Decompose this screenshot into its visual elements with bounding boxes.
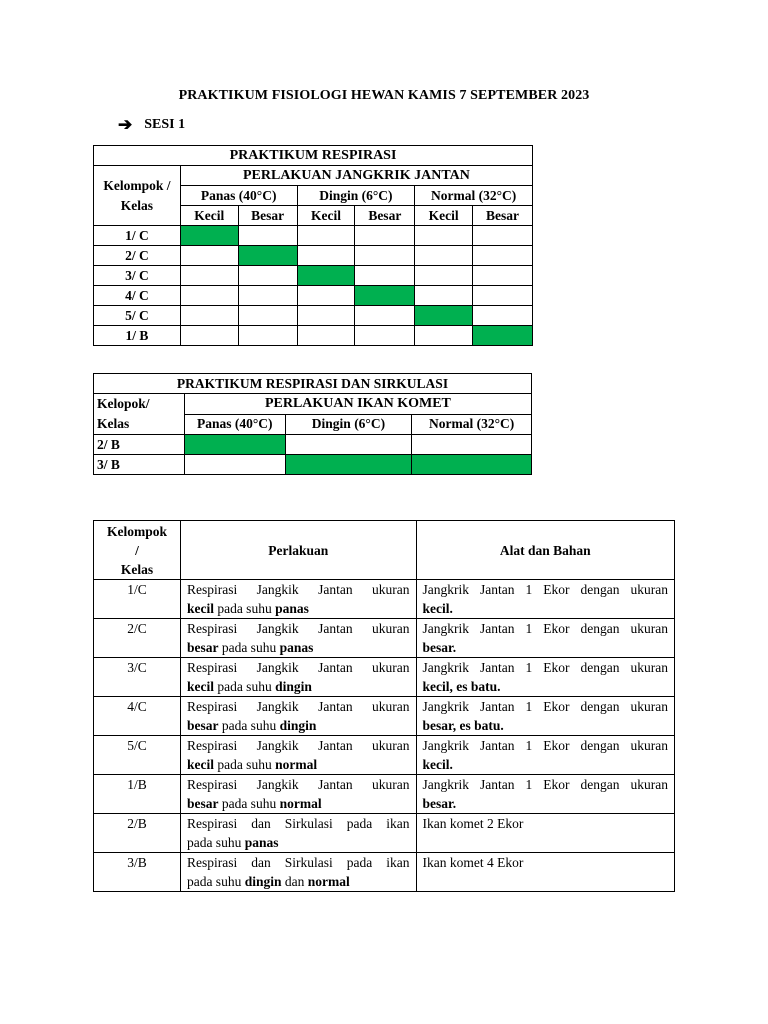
- table3-treatment-cell: [180, 775, 416, 814]
- materials-line: Jangkrik Jantan 1 Ekor dengan ukuran: [422, 621, 668, 636]
- table2-group-cell: 3/ B: [94, 455, 185, 475]
- table1-group-cell: 1/ C: [94, 226, 181, 246]
- schedule-cell: [473, 246, 533, 266]
- table3-group-cell: 2/C: [94, 619, 181, 658]
- table3-materials-cell: [416, 697, 674, 736]
- schedule-cell: [355, 306, 415, 326]
- treatment-line: Respirasi Jangkik Jantan ukuran: [186, 777, 410, 792]
- table3-group-header-line: Kelompok: [106, 523, 167, 539]
- treatment-size: kecil: [186, 601, 214, 616]
- treatment-text: pada suhu: [186, 874, 245, 889]
- treatment-line: Respirasi Jangkik Jantan ukuran: [186, 621, 410, 636]
- materials-line: Jangkrik Jantan 1 Ekor dengan ukuran: [422, 699, 668, 714]
- table3-row: [94, 697, 675, 736]
- table3-row: [94, 775, 675, 814]
- table1-condition: Dingin (6°C): [297, 186, 415, 206]
- treatment-text: pada suhu: [213, 679, 276, 694]
- schedule-cell: [355, 226, 415, 246]
- arrow-right-icon: ➔: [118, 115, 133, 134]
- schedule-cell: [473, 306, 533, 326]
- treatment-size: besar: [186, 640, 219, 655]
- schedule-cell: [473, 266, 533, 286]
- schedule-cell: [415, 326, 473, 346]
- treatment-text: pada suhu: [213, 757, 276, 772]
- table2-group-cell: 2/ B: [94, 435, 185, 455]
- table3-group-cell: 5/C: [94, 736, 181, 775]
- table2-group-header-line: Kelopok/: [97, 396, 150, 411]
- treatment-text: pada suhu: [218, 640, 280, 655]
- treatment-size: besar: [186, 718, 219, 733]
- treatment-text: dan: [281, 874, 308, 889]
- table1-group-cell: 3/ C: [94, 266, 181, 286]
- table3-materials-cell: Ikan komet 2 Ekor: [416, 814, 674, 853]
- materials-detail: besar.: [422, 796, 457, 811]
- table3-group-cell: 3/B: [94, 853, 181, 892]
- schedule-cell-filled: [297, 266, 355, 286]
- schedule-cell-filled: [412, 455, 532, 475]
- schedule-cell: [238, 266, 297, 286]
- schedule-cell: [238, 326, 297, 346]
- table1-row: [94, 306, 533, 326]
- materials-detail: besar, es batu.: [422, 718, 504, 733]
- table3-materials-cell: [416, 619, 674, 658]
- treatment-size: kecil: [186, 679, 214, 694]
- schedule-cell: [238, 306, 297, 326]
- schedule-cell-filled: [238, 246, 297, 266]
- schedule-cell-filled: [355, 286, 415, 306]
- treatment-size: besar: [186, 796, 219, 811]
- table1-size: Besar: [473, 206, 533, 226]
- table3-treatment-cell: [180, 658, 416, 697]
- table3-treatment-header: Perlakuan: [180, 521, 416, 580]
- schedule-cell: [297, 306, 355, 326]
- materials-line: Jangkrik Jantan 1 Ekor dengan ukuran: [422, 660, 668, 675]
- treatment-text: pada suhu: [218, 718, 280, 733]
- table2-group-header-line: Kelas: [97, 416, 130, 431]
- table1-group-header: Kelompok / Kelas: [94, 166, 181, 226]
- treatment-temperature: normal: [307, 874, 350, 889]
- table3-row: [94, 814, 675, 853]
- treatment-temperature: dingin: [279, 718, 317, 733]
- materials-detail: kecil.: [422, 601, 453, 616]
- materials-line: Jangkrik Jantan 1 Ekor dengan ukuran: [422, 777, 668, 792]
- treatment-line: Respirasi Jangkik Jantan ukuran: [186, 660, 410, 675]
- table2-group-header: [94, 394, 185, 435]
- schedule-cell: [238, 226, 297, 246]
- table1-condition: Normal (32°C): [415, 186, 533, 206]
- table3-group-header: [94, 521, 181, 580]
- table3-row: [94, 658, 675, 697]
- table3-materials-cell: [416, 658, 674, 697]
- respiration-circulation-table: [93, 373, 532, 475]
- materials-detail: kecil, es batu.: [422, 679, 501, 694]
- treatment-temperature: normal: [275, 757, 318, 772]
- schedule-cell: [355, 246, 415, 266]
- materials-detail: besar.: [422, 640, 457, 655]
- table1-size: Besar: [238, 206, 297, 226]
- materials-line: Jangkrik Jantan 1 Ekor dengan ukuran: [422, 738, 668, 753]
- treatment-temperature: panas: [275, 601, 309, 616]
- table3-group-cell: 4/C: [94, 697, 181, 736]
- table3-group-cell: 1/B: [94, 775, 181, 814]
- treatment-temperature: normal: [279, 796, 322, 811]
- schedule-cell: [297, 286, 355, 306]
- table3-group-cell: 3/C: [94, 658, 181, 697]
- schedule-cell: [297, 326, 355, 346]
- table1-group-cell: 5/ C: [94, 306, 181, 326]
- materials-detail: kecil.: [422, 757, 453, 772]
- table3-treatment-cell: [180, 697, 416, 736]
- table1-row: [94, 266, 533, 286]
- schedule-cell: [355, 326, 415, 346]
- table3-treatment-cell: [180, 736, 416, 775]
- table1-condition: Panas (40°C): [180, 186, 297, 206]
- materials-line: Jangkrik Jantan 1 Ekor dengan ukuran: [422, 582, 668, 597]
- table3-treatment-cell: [180, 580, 416, 619]
- treatment-line: Respirasi Jangkik Jantan ukuran: [186, 699, 410, 714]
- schedule-cell: [415, 286, 473, 306]
- table3-materials-cell: Ikan komet 4 Ekor: [416, 853, 674, 892]
- table1-size: Besar: [355, 206, 415, 226]
- schedule-cell: [415, 266, 473, 286]
- treatment-text: pada suhu: [186, 835, 245, 850]
- schedule-cell: [473, 286, 533, 306]
- table1-group-cell: 1/ B: [94, 326, 181, 346]
- table1-row: [94, 246, 533, 266]
- schedule-cell: [238, 286, 297, 306]
- schedule-cell: [297, 246, 355, 266]
- table3-group-cell: 2/B: [94, 814, 181, 853]
- treatment-size: kecil: [186, 757, 214, 772]
- schedule-cell: [180, 286, 238, 306]
- table3-treatment-cell: [180, 814, 416, 853]
- treatment-line: Respirasi dan Sirkulasi pada ikan: [186, 855, 410, 870]
- document-title: PRAKTIKUM FISIOLOGI HEWAN KAMIS 7 SEPTEMBER 2023: [178, 88, 590, 103]
- table3-treatment-cell: [180, 853, 416, 892]
- table1-row: [94, 226, 533, 246]
- table2-row: [94, 435, 532, 455]
- schedule-cell: [180, 246, 238, 266]
- table2-condition: Panas (40°C): [184, 414, 285, 435]
- table1-size: Kecil: [180, 206, 238, 226]
- table3-treatment-cell: [180, 619, 416, 658]
- schedule-cell: [180, 326, 238, 346]
- treatment-temperature: dingin: [275, 679, 312, 694]
- table3-materials-cell: [416, 736, 674, 775]
- table1-group-cell: 2/ C: [94, 246, 181, 266]
- schedule-cell-filled: [415, 306, 473, 326]
- table2-condition: Normal (32°C): [412, 414, 532, 435]
- schedule-cell-filled: [285, 455, 412, 475]
- schedule-cell: [473, 226, 533, 246]
- schedule-cell: [415, 226, 473, 246]
- table1-size: Kecil: [297, 206, 355, 226]
- table1-treatment-header: PERLAKUAN JANGKRIK JANTAN: [180, 166, 532, 186]
- respiration-schedule-table: [93, 145, 533, 346]
- table3-materials-cell: [416, 580, 674, 619]
- schedule-cell: [415, 246, 473, 266]
- schedule-cell: [355, 266, 415, 286]
- table1-group-cell: 4/ C: [94, 286, 181, 306]
- table2-title: PRAKTIKUM RESPIRASI DAN SIRKULASI: [94, 374, 532, 394]
- treatment-text: pada suhu: [213, 601, 276, 616]
- table1-row: [94, 286, 533, 306]
- schedule-cell: [412, 435, 532, 455]
- table2-condition: Dingin (6°C): [285, 414, 412, 435]
- treatment-materials-table: [93, 520, 675, 892]
- table1-size: Kecil: [415, 206, 473, 226]
- table3-materials-cell: [416, 775, 674, 814]
- schedule-cell-filled: [473, 326, 533, 346]
- table3-group-cell: 1/C: [94, 580, 181, 619]
- treatment-line: Respirasi Jangkik Jantan ukuran: [186, 582, 410, 597]
- table3-group-header-line: Kelas: [120, 561, 154, 577]
- treatment-line: Respirasi dan Sirkulasi pada ikan: [186, 816, 410, 831]
- section-heading: [118, 116, 185, 133]
- table3-row: [94, 619, 675, 658]
- table3-row: [94, 580, 675, 619]
- treatment-text: pada suhu: [218, 796, 280, 811]
- schedule-cell: [297, 226, 355, 246]
- section-label: SESI 1: [144, 116, 186, 132]
- schedule-cell: [180, 266, 238, 286]
- table2-treatment-header: PERLAKUAN IKAN KOMET: [184, 394, 531, 415]
- table3-row: [94, 736, 675, 775]
- schedule-cell-filled: [184, 435, 285, 455]
- treatment-temperature: panas: [279, 640, 314, 655]
- table1-title: PRAKTIKUM RESPIRASI: [94, 146, 533, 166]
- table3-row: [94, 853, 675, 892]
- table1-row: [94, 326, 533, 346]
- schedule-cell: [285, 435, 412, 455]
- table3-materials-header: Alat dan Bahan: [416, 521, 674, 580]
- schedule-cell-filled: [180, 226, 238, 246]
- table3-group-header-line: /: [135, 542, 139, 558]
- schedule-cell: [184, 455, 285, 475]
- treatment-temperature: dingin: [244, 874, 282, 889]
- treatment-line: Respirasi Jangkik Jantan ukuran: [186, 738, 410, 753]
- treatment-temperature: panas: [244, 835, 279, 850]
- table2-row: [94, 455, 532, 475]
- schedule-cell: [180, 306, 238, 326]
